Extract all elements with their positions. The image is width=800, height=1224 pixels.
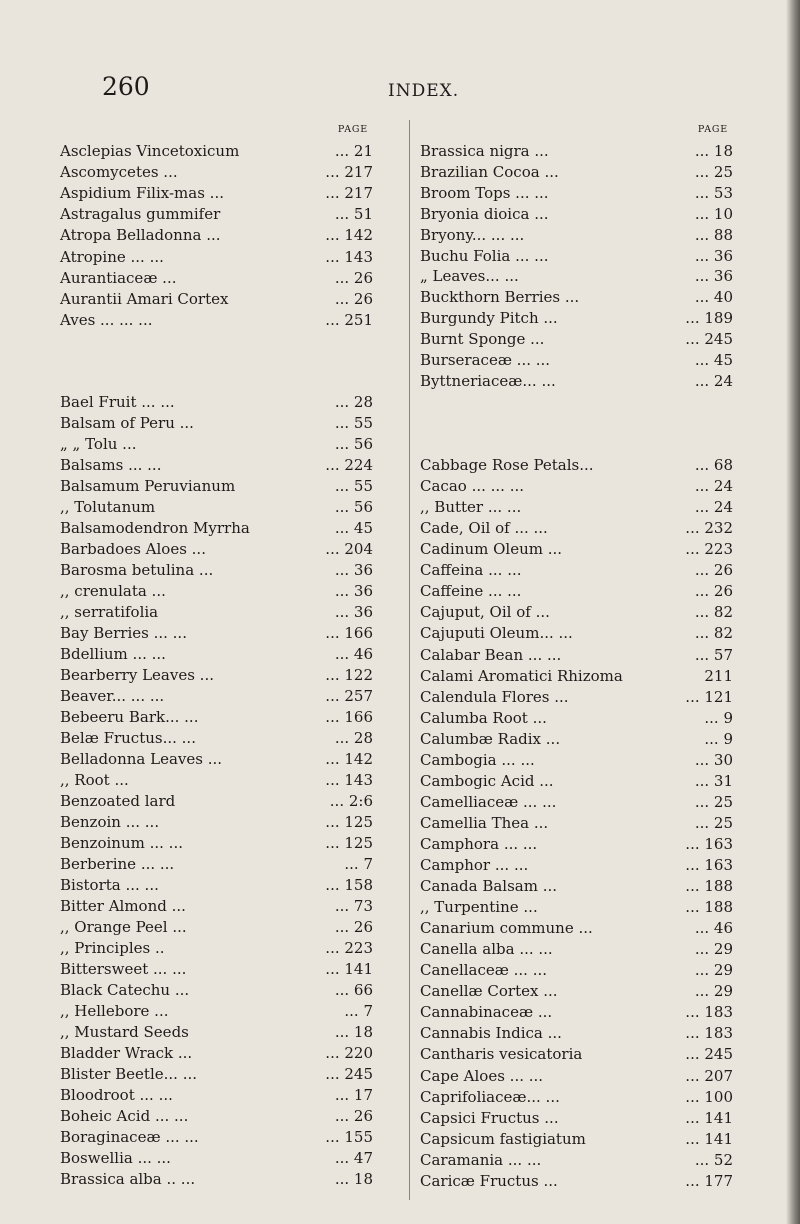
entry-term: ,, Mustard Seeds (60, 1023, 189, 1041)
entry-page: ... 217 (325, 184, 373, 203)
entry-term: ,, Hellebore ... (60, 1002, 169, 1020)
entry-term: Cadinum Oleum ... (420, 540, 563, 559)
entry-page: ... 163 (685, 856, 733, 874)
entry-term: Capsici Fructus ... (420, 1108, 559, 1127)
entry-term: ,, Turpentine ... (420, 898, 538, 916)
entry-page: ... 56 (334, 435, 373, 453)
entry-page: ... 232 (685, 519, 733, 538)
index-entry (60, 791, 378, 811)
index-entry (420, 645, 738, 665)
entry-term: Cade, Oil of ... ... (420, 519, 548, 538)
entry-term: Byttneriaceæ... ... (420, 371, 556, 390)
index-entry (420, 834, 738, 854)
entry-term: Camellia Thea ... (420, 813, 549, 832)
entry-term: Buckthorn Berries ... (420, 288, 580, 307)
entry-page: ... 45 (334, 519, 373, 537)
entry-page: ... 177 (685, 1171, 733, 1190)
index-entry (60, 917, 378, 937)
index-entry (60, 749, 378, 769)
index-entry (420, 266, 738, 286)
entry-page: ... 73 (334, 897, 373, 915)
index-entry (60, 141, 378, 161)
entry-page: ... 224 (325, 456, 373, 474)
index-entry (420, 792, 738, 812)
index-entry (420, 1171, 738, 1191)
entry-page: ... 56 (334, 498, 373, 516)
entry-page: ... 36 (334, 561, 373, 579)
entry-term: Camphor ... ... (420, 856, 529, 874)
index-entry (420, 581, 738, 601)
index-entry (420, 855, 738, 875)
index-entry (420, 162, 738, 182)
entry-page: ... 183 (685, 1003, 733, 1022)
entry-page: ... 68 (694, 456, 733, 474)
index-entry (60, 455, 378, 475)
entry-page: ... 125 (325, 813, 373, 831)
entry-term: Boheic Acid ... ... (60, 1107, 189, 1125)
entry-page: ... 189 (685, 309, 733, 328)
entry-page: ... 55 (334, 414, 373, 432)
index-entry (60, 1106, 378, 1126)
entry-term: Caffeine ... ... (420, 582, 522, 601)
entry-page: ... 143 (325, 771, 373, 789)
entry-term: Boraginaceæ ... ... (60, 1128, 199, 1146)
index-entry (420, 918, 738, 938)
entry-page: ... 121 (685, 687, 733, 706)
index-entry (60, 518, 378, 538)
index-entry (60, 644, 378, 664)
entry-page: ... 51 (334, 205, 373, 224)
entry-term: Bryonia dioica ... (420, 204, 549, 223)
entry-page: ... 163 (685, 834, 733, 853)
index-entry (420, 308, 738, 328)
entry-page: ... 36 (334, 603, 373, 621)
entry-term: Bitter Almond ... (60, 897, 186, 915)
index-entry (60, 1085, 378, 1105)
entry-page: ... 245 (685, 1045, 733, 1064)
entry-term: Atropa Belladonna ... (60, 226, 221, 245)
entry-page: ... 45 (694, 351, 733, 369)
entry-term: Cannabinaceæ ... (420, 1003, 553, 1022)
entry-page: ... 7 (344, 1002, 373, 1020)
entry-page: ... 47 (334, 1149, 373, 1167)
entry-term: Caffeina ... ... (420, 561, 522, 580)
entry-term: Barosma betulina ... (60, 561, 214, 579)
index-entry (60, 476, 378, 496)
entry-page: ... 26 (694, 561, 733, 580)
index-entry (60, 162, 378, 182)
index-entry (420, 687, 738, 707)
entry-page: ... 2:6 (329, 792, 373, 810)
entry-term: Cajuputi Oleum... ... (420, 624, 573, 643)
entry-term: Canellæ Cortex ... (420, 982, 558, 1001)
entry-page: ... 21 (334, 142, 373, 160)
entry-term: Balsamodendron Myrrha (60, 519, 250, 537)
index-entry (60, 225, 378, 245)
index-entry (60, 854, 378, 874)
entry-term: „ „ Tolu ... (60, 435, 137, 453)
entry-page: ... 223 (325, 939, 373, 957)
index-entry (60, 268, 378, 288)
index-entry (420, 371, 738, 391)
index-entry (420, 771, 738, 791)
entry-term: Brazilian Cocoa ... (420, 162, 559, 181)
entry-page: ... 18 (334, 1170, 373, 1188)
index-entry (60, 392, 378, 412)
index-entry (420, 729, 738, 749)
entry-page: 211 (704, 666, 733, 685)
entry-term: Belladonna Leaves ... (60, 750, 223, 768)
index-entry (420, 329, 738, 349)
column-divider (409, 120, 410, 1200)
index-entry (420, 939, 738, 959)
entry-page: ... 31 (694, 771, 733, 790)
entry-page: ... 36 (694, 267, 733, 286)
index-entry (60, 1022, 378, 1042)
index-entry (420, 518, 738, 538)
entry-term: Capsicum fastigiatum (420, 1129, 586, 1148)
index-entry (60, 247, 378, 267)
entry-term: Bebeeru Bark... ... (60, 708, 199, 726)
index-entry (60, 959, 378, 979)
entry-page: ... 24 (694, 498, 733, 517)
entry-page: ... 66 (334, 981, 373, 999)
index-entry (420, 287, 738, 307)
entry-term: Broom Tops ... ... (420, 183, 549, 202)
entry-page: ... 17 (334, 1086, 373, 1104)
index-entry (60, 812, 378, 832)
entry-term: Atropine ... ... (60, 247, 164, 266)
entry-page: ... 143 (325, 247, 373, 266)
index-entry (420, 981, 738, 1001)
index-entry (60, 728, 378, 748)
index-entry (60, 310, 378, 330)
entry-term: Brassica nigra ... (420, 142, 549, 160)
index-entry (420, 623, 738, 643)
index-entry (60, 560, 378, 580)
entry-page: ... 166 (325, 624, 373, 642)
index-entry (60, 289, 378, 309)
index-entry (420, 141, 738, 161)
entry-page: ... 10 (694, 204, 733, 223)
index-entry (60, 833, 378, 853)
index-entry (420, 183, 738, 203)
index-entry (420, 666, 738, 686)
entry-term: Berberine ... ... (60, 855, 175, 873)
entry-page: ... 28 (334, 729, 373, 747)
index-entry (60, 896, 378, 916)
page-edge-shadow (786, 0, 800, 1224)
entry-term: Black Catechu ... (60, 981, 190, 999)
index-entry (60, 1043, 378, 1063)
index-entry (60, 434, 378, 454)
entry-term: Camphora ... ... (420, 834, 538, 853)
entry-term: Bloodroot ... ... (60, 1086, 173, 1104)
entry-page: ... 36 (334, 582, 373, 600)
entry-page: ... 18 (694, 142, 733, 160)
entry-page: ... 52 (694, 1150, 733, 1169)
index-entry (60, 1169, 378, 1189)
index-entry (420, 1066, 738, 1086)
entry-page: ... 141 (325, 960, 373, 978)
entry-term: Caprifoliaceæ... ... (420, 1087, 560, 1106)
entry-term: Canella alba ... ... (420, 940, 553, 959)
entry-page: ... 25 (694, 792, 733, 811)
index-entry (420, 1002, 738, 1022)
index-entry (420, 1150, 738, 1170)
entry-term: Balsamum Peruvianum (60, 477, 236, 495)
entry-page: ... 40 (694, 288, 733, 307)
entry-page: ... 220 (325, 1044, 373, 1062)
entry-page: ... 141 (685, 1108, 733, 1127)
entry-term: ,, Principles .. (60, 939, 165, 957)
entry-page: ... 30 (694, 750, 733, 769)
entry-page: ... 18 (334, 1023, 373, 1041)
index-entry (420, 560, 738, 580)
entry-term: Balsam of Peru ... (60, 414, 194, 432)
entry-term: „ Leaves... ... (420, 267, 519, 286)
entry-term: Blister Beetle... ... (60, 1065, 198, 1083)
index-entry (60, 581, 378, 601)
entry-page: ... 142 (325, 226, 373, 245)
entry-term: Beaver... ... ... (60, 687, 165, 705)
entry-page: ... 29 (694, 961, 733, 980)
entry-term: Ascomycetes ... (60, 163, 178, 182)
entry-page: ... 217 (325, 163, 373, 182)
index-entry (60, 1148, 378, 1168)
index-entry (420, 1129, 738, 1149)
entry-page: ... 88 (694, 225, 733, 244)
entry-page: ... 9 (704, 729, 733, 748)
entry-page: ... 251 (325, 310, 373, 329)
entry-term: Camelliaceæ ... ... (420, 792, 557, 811)
entry-term: Cajuput, Oil of ... (420, 603, 550, 622)
index-entry (420, 1044, 738, 1064)
entry-page: ... 204 (325, 540, 373, 558)
entry-term: Burgundy Pitch ... (420, 309, 558, 328)
index-entry (420, 876, 738, 896)
entry-term: Bittersweet ... ... (60, 960, 187, 978)
entry-term: ,, serratifolia (60, 603, 159, 621)
entry-term: Canarium commune ... (420, 919, 593, 938)
entry-term: ,, Butter ... ... (420, 498, 522, 517)
entry-page: ... 207 (685, 1066, 733, 1085)
entry-page: ... 100 (685, 1087, 733, 1106)
entry-page: ... 82 (694, 603, 733, 622)
entry-term: Caramania ... ... (420, 1150, 542, 1169)
index-entry (420, 455, 738, 475)
index-entry (60, 980, 378, 1000)
index-entry (420, 225, 738, 245)
entry-term: Canellaceæ ... ... (420, 961, 548, 980)
entry-term: Aspidium Filix-mas ... (60, 184, 224, 203)
entry-term: Benzoinum ... ... (60, 834, 183, 852)
entry-term: Bael Fruit ... ... (60, 393, 175, 411)
entry-term: Cape Aloes ... ... (420, 1066, 544, 1085)
entry-page: ... 25 (694, 162, 733, 181)
entry-term: Canada Balsam ... (420, 877, 558, 895)
entry-term: Brassica alba .. ... (60, 1170, 196, 1188)
entry-page: ... 7 (344, 855, 373, 873)
running-head: INDEX. (388, 81, 460, 101)
entry-page: ... 26 (334, 1107, 373, 1125)
entry-term: Cantharis vesicatoria (420, 1045, 583, 1064)
entry-term: Bryony... ... ... (420, 225, 525, 244)
entry-term: Bay Berries ... ... (60, 624, 187, 642)
entry-page: ... 46 (694, 919, 733, 938)
index-entry (420, 1023, 738, 1043)
index-entry (60, 204, 378, 224)
entry-page: ... 26 (334, 918, 373, 936)
index-entry (60, 875, 378, 895)
entry-term: Astragalus gummifer (60, 205, 221, 224)
page-column-heading: PAGE (337, 124, 368, 135)
entry-page: ... 155 (325, 1128, 373, 1146)
entry-term: Aurantiaceæ ... (60, 268, 177, 287)
entry-term: Buchu Folia ... ... (420, 246, 549, 265)
entry-term: Burnt Sponge ... (420, 330, 545, 349)
entry-term: Boswellia ... ... (60, 1149, 171, 1167)
entry-term: Calabar Bean ... ... (420, 645, 562, 664)
entry-term: ,, Tolutanum (60, 498, 156, 516)
entry-term: Belæ Fructus... ... (60, 729, 196, 747)
entry-page: ... 36 (694, 246, 733, 265)
entry-term: ,, Root ... (60, 771, 129, 789)
entry-term: Calumba Root ... (420, 708, 547, 727)
entry-term: Barbadoes Aloes ... (60, 540, 206, 558)
entry-page: ... 188 (685, 877, 733, 895)
entry-page: ... 245 (685, 330, 733, 349)
index-entry (420, 497, 738, 517)
page-number: 260 (102, 72, 150, 101)
entry-page: ... 29 (694, 940, 733, 959)
entry-page: ... 125 (325, 834, 373, 852)
entry-term: Cabbage Rose Petals... (420, 456, 594, 474)
index-entry (60, 686, 378, 706)
index-entry (420, 1087, 738, 1107)
entry-term: Calendula Flores ... (420, 687, 569, 706)
entry-term: Caricæ Fructus ... (420, 1171, 558, 1190)
index-entry (420, 813, 738, 833)
index-entry (420, 476, 738, 496)
entry-page: ... 26 (334, 289, 373, 308)
entry-term: Bearberry Leaves ... (60, 666, 214, 684)
entry-term: Cannabis Indica ... (420, 1024, 562, 1043)
entry-term: Bladder Wrack ... (60, 1044, 193, 1062)
index-entry (420, 204, 738, 224)
index-entry (60, 707, 378, 727)
index-entry (60, 539, 378, 559)
index-entry (420, 1108, 738, 1128)
entry-term: Benzoin ... ... (60, 813, 160, 831)
entry-page: ... 29 (694, 982, 733, 1001)
entry-term: ,, crenulata ... (60, 582, 166, 600)
page-column-heading: PAGE (697, 124, 728, 135)
index-entry (60, 770, 378, 790)
entry-term: ,, Orange Peel ... (60, 918, 187, 936)
index-entry (60, 1001, 378, 1021)
entry-page: ... 158 (325, 876, 373, 894)
entry-page: ... 24 (694, 371, 733, 390)
entry-page: ... 223 (685, 540, 733, 559)
entry-page: ... 245 (325, 1065, 373, 1083)
entry-page: ... 57 (694, 645, 733, 664)
entry-page: ... 25 (694, 813, 733, 832)
entry-page: ... 166 (325, 708, 373, 726)
entry-page: ... 26 (334, 268, 373, 287)
index-entry (60, 497, 378, 517)
entry-page: ... 28 (334, 393, 373, 411)
entry-page: ... 55 (334, 477, 373, 495)
entry-page: ... 141 (685, 1129, 733, 1148)
index-entry (60, 183, 378, 203)
entry-page: ... 142 (325, 750, 373, 768)
entry-term: Calumbæ Radix ... (420, 729, 561, 748)
entry-term: Bistorta ... ... (60, 876, 159, 894)
index-entry (60, 938, 378, 958)
entry-term: Aves ... ... ... (60, 310, 153, 329)
index-entry (60, 1127, 378, 1147)
entry-term: Benzoated lard (60, 792, 176, 810)
entry-page: ... 46 (334, 645, 373, 663)
entry-term: Calami Aromatici Rhizoma (420, 666, 623, 685)
entry-page: ... 183 (685, 1024, 733, 1043)
index-entry (60, 623, 378, 643)
index-entry (60, 413, 378, 433)
index-entry (60, 1064, 378, 1084)
index-entry (60, 665, 378, 685)
entry-page: ... 9 (704, 708, 733, 727)
entry-page: ... 82 (694, 624, 733, 643)
entry-term: Balsams ... ... (60, 456, 162, 474)
entry-term: Cambogia ... ... (420, 750, 535, 769)
index-entry (420, 750, 738, 770)
entry-term: Cacao ... ... ... (420, 477, 525, 496)
index-entry (420, 897, 738, 917)
index-entry (420, 539, 738, 559)
entry-page: ... 122 (325, 666, 373, 684)
index-entry (420, 350, 738, 370)
entry-page: ... 26 (694, 582, 733, 601)
entry-page: ... 53 (694, 183, 733, 202)
index-entry (60, 602, 378, 622)
entry-term: Aurantii Amari Cortex (60, 289, 229, 308)
index-entry (420, 708, 738, 728)
entry-page: ... 257 (325, 687, 373, 705)
entry-term: Bdellium ... ... (60, 645, 166, 663)
entry-page: ... 24 (694, 477, 733, 496)
entry-term: Cambogic Acid ... (420, 771, 554, 790)
entry-term: Burseraceæ ... ... (420, 351, 551, 369)
index-entry (420, 602, 738, 622)
entry-term: Asclepias Vincetoxicum (60, 142, 240, 160)
entry-page: ... 188 (685, 898, 733, 916)
index-entry (420, 246, 738, 266)
index-entry (420, 960, 738, 980)
